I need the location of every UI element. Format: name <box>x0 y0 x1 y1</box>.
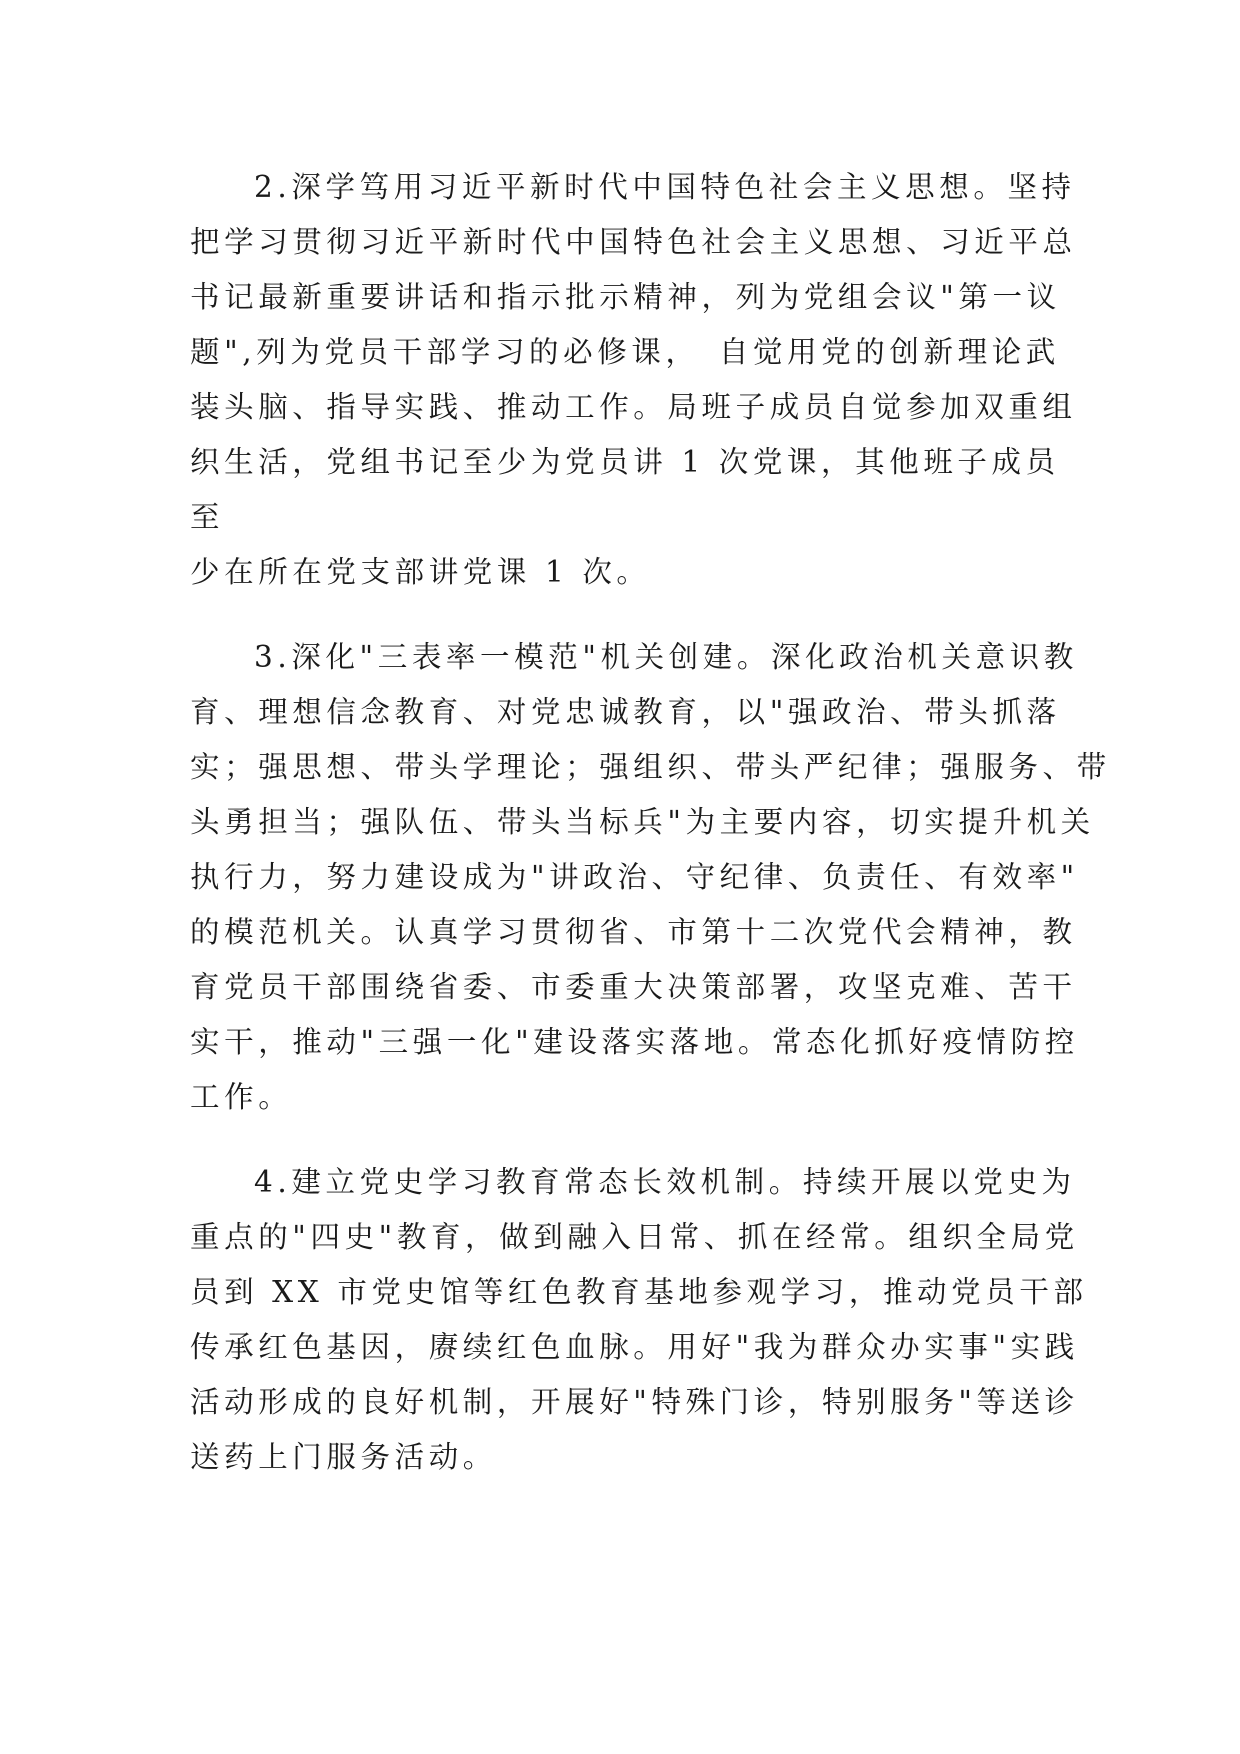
text-line: 实干，推动"三强一化"建设落实落地。常态化抓好疫情防控 <box>190 1025 1079 1059</box>
text-line: 育党员干部围绕省委、市委重大决策部署，攻坚克难、苦干 <box>190 970 1077 1004</box>
text-line: 实；强思想、带头学理论；强组织、带头严纪律；强服务、带 <box>190 750 1111 784</box>
text-line: 题",列为党员干部学习的必修课， 自觉用党的创新理论武 <box>190 335 1060 369</box>
text-line: 执行力，努力建设成为"讲政治、守纪律、负责任、有效率" <box>190 860 1079 894</box>
text-line: 头勇担当；强队伍、带头当标兵"为主要内容，切实提升机关 <box>190 805 1095 839</box>
text-line: 3.深化"三表率一模范"机关创建。深化政治机关意识教 <box>254 640 1078 674</box>
text-line: 少在所在党支部讲党课 1 次。 <box>190 555 651 589</box>
paragraph-spacer <box>190 1125 1050 1155</box>
paragraph-3 <box>190 630 1111 1125</box>
text-line: 2.深学笃用习近平新时代中国特色社会主义思想。坚持 <box>254 170 1076 204</box>
text-line: 装头脑、指导实践、推动工作。局班子成员自觉参加双重组 <box>190 390 1077 424</box>
text-line: 传承红色基因，赓续红色血脉。用好"我为群众办实事"实践 <box>190 1330 1079 1364</box>
paragraph-spacer <box>190 600 1050 630</box>
text-line: 重点的"四史"教育，做到融入日常、抓在经常。组织全局党 <box>190 1220 1079 1254</box>
text-line: 的模范机关。认真学习贯彻省、市第十二次党代会精神，教 <box>190 915 1077 949</box>
text-line: 4.建立党史学习教育常态长效机制。持续开展以党史为 <box>254 1165 1076 1199</box>
text-line: 活动形成的良好机制，开展好"特殊门诊，特别服务"等送诊 <box>190 1385 1079 1419</box>
text-line: 织生活，党组书记至少为党员讲 1 次党课，其他班子成员 <box>190 445 1060 479</box>
text-line: 至 <box>190 500 225 534</box>
text-line: 把学习贯彻习近平新时代中国特色社会主义思想、习近平总 <box>190 225 1077 259</box>
text-line: 育、理想信念教育、对党忠诚教育，以"强政治、带头抓落 <box>190 695 1061 729</box>
text-line: 工作。 <box>190 1080 293 1114</box>
text-line: 书记最新重要讲话和指示批示精神，列为党组会议"第一议 <box>190 280 1061 314</box>
text-line: 员到 XX 市党史馆等红色教育基地参观学习，推动党员干部 <box>190 1275 1088 1309</box>
text-line: 送药上门服务活动。 <box>190 1440 497 1474</box>
paragraph-4 <box>190 1155 1088 1485</box>
paragraph-2 <box>190 160 1077 600</box>
document-body <box>190 160 1111 1485</box>
